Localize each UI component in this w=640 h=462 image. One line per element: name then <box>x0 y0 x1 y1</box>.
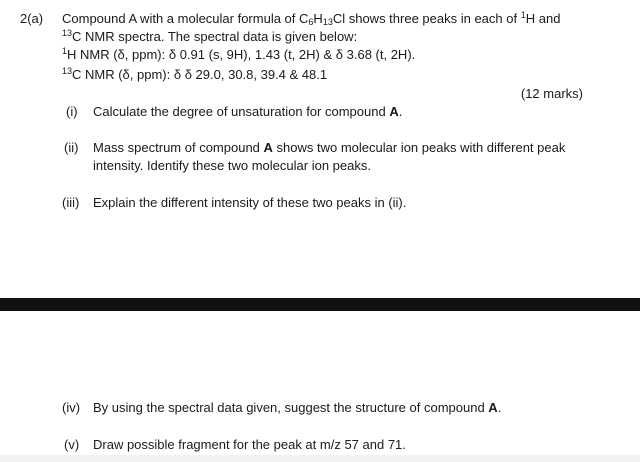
part-ii-bold: A <box>263 140 273 155</box>
part-i-text <box>93 104 402 119</box>
intro-line-2-text: C NMR spectra. The spectral data is given below: <box>72 29 358 44</box>
part-i-text-body: Calculate the degree of unsaturation for compound <box>93 104 390 119</box>
part-ii-label: (ii) <box>64 140 79 155</box>
intro-line-1 <box>62 11 560 26</box>
part-iv-text <box>93 400 501 415</box>
c-nmr-text: C NMR (δ, ppm): δ δ 29.0, 30.8, 39.4 & 48.1 <box>72 67 328 82</box>
superscript-13: 13 <box>62 28 73 38</box>
part-v-text: Draw possible fragment for the peak at m/z 57 and 71. <box>93 437 406 452</box>
formula-h: H <box>313 11 323 26</box>
part-iv-period: . <box>497 400 502 415</box>
intro-line-2 <box>62 29 357 44</box>
page-divider <box>0 298 640 311</box>
part-v-label: (v) <box>64 437 80 452</box>
formula-subscript-h: 13 <box>322 17 333 27</box>
part-i-period: . <box>398 104 403 119</box>
h-nmr-text: H NMR (δ, ppm): δ 0.91 (s, 9H), 1.43 (t, 2H) & δ 3.68 (t, 2H). <box>67 47 416 62</box>
question-number: 2(a) <box>20 11 44 26</box>
intro-text: Compound A with a molecular formula of C <box>62 11 309 26</box>
part-iii-text: Explain the different intensity of these two peaks in (ii). <box>93 195 407 210</box>
part-ii-line-2: intensity. Identify these two molecular ion peaks. <box>93 158 371 173</box>
part-ii-line-1 <box>93 140 565 155</box>
c-nmr-data <box>62 67 327 82</box>
superscript-1: 1 <box>520 10 526 20</box>
part-ii-text-start: Mass spectrum of compound <box>93 140 264 155</box>
marks-label: (12 marks) <box>520 86 583 101</box>
h-nmr-superscript: 1 <box>62 46 68 56</box>
formula-subscript-c: 6 <box>308 17 314 27</box>
part-iv-label: (iv) <box>62 400 81 415</box>
part-iv-text-body: By using the spectral data given, suggest the structure of compound <box>93 400 489 415</box>
intro-text-end: H and <box>525 11 561 26</box>
part-ii-text-end: shows two molecular ion peaks with different peak <box>272 140 566 155</box>
part-i-bold: A <box>389 104 399 119</box>
part-iv-bold: A <box>488 400 498 415</box>
bottom-edge <box>0 455 640 462</box>
h-nmr-data <box>62 47 415 62</box>
intro-text-continued: Cl shows three peaks in each of <box>332 11 518 26</box>
c-nmr-superscript: 13 <box>62 66 73 76</box>
part-iii-label: (iii) <box>62 195 80 210</box>
part-i-label: (i) <box>66 104 78 119</box>
